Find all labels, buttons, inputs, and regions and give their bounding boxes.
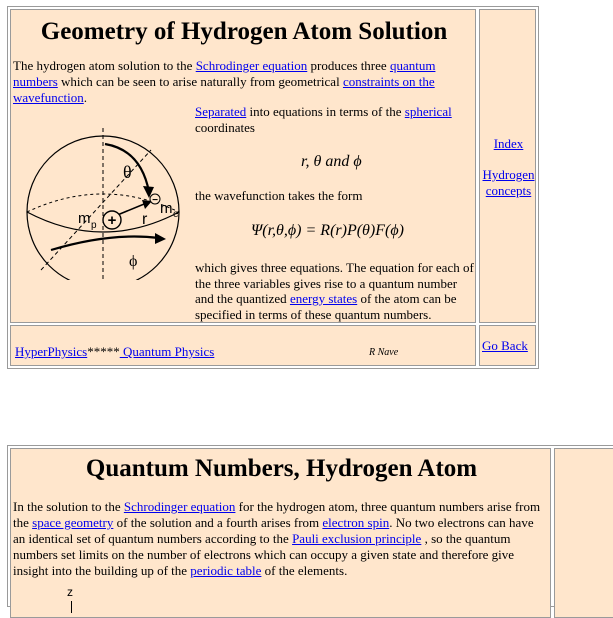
constraints-link[interactable]: constraints on the wavefunction	[13, 74, 435, 105]
spherical-coordinates-diagram	[21, 120, 191, 280]
index-container	[480, 136, 537, 152]
theta-label: θ	[123, 162, 132, 182]
me-label: m	[160, 200, 173, 217]
separated-link[interactable]: Separated	[195, 104, 247, 119]
hydrogen-concepts-container	[480, 167, 537, 199]
z-axis-line	[71, 601, 72, 613]
hyperphysics-link[interactable]: HyperPhysics	[15, 344, 88, 359]
diagonal-axis	[41, 150, 151, 270]
schrodinger-equation-link-2[interactable]: Schrodinger equation	[123, 499, 236, 514]
three-equations-paragraph	[195, 260, 477, 322]
qn-text-1: In the solution to the	[13, 499, 124, 514]
separated-text-2: coordinates	[195, 120, 255, 135]
periodic-table-link[interactable]: periodic table	[190, 563, 262, 578]
wavefunction-equation: Ψ(r,θ,ϕ) = R(r)P(θ)F(ϕ)	[251, 222, 404, 239]
intro-text-4: .	[83, 90, 88, 105]
intro-paragraph	[13, 58, 473, 106]
qn-text-6: of the elements.	[261, 563, 348, 578]
intro-text-1: The hydrogen atom solution to the	[13, 58, 196, 73]
footer-links	[15, 344, 214, 360]
go-back-cell	[479, 325, 536, 366]
phi-arrowhead	[155, 233, 166, 244]
phi-label: ϕ	[129, 253, 138, 270]
quantum-numbers-paragraph	[13, 499, 549, 579]
qn-text-3: of the solution and a fourth arises from	[113, 515, 323, 530]
spherical-link[interactable]: spherical	[404, 104, 452, 119]
schrodinger-equation-link[interactable]: Schrodinger equation	[195, 58, 308, 73]
geometry-table	[7, 6, 539, 369]
hydrogen-concepts-link[interactable]	[483, 167, 535, 198]
quantum-numbers-link[interactable]: quantum numbers	[13, 58, 436, 89]
electron-spin-link[interactable]: electron spin	[322, 515, 390, 530]
gives-text-1: which gives three equations. The equation for each of the three variables gives rise to a quantum number and the quantized	[195, 260, 474, 306]
z-axis-label: z	[67, 585, 73, 599]
qn-text-4: . No two electrons can have an identical set of quantum numbers according to the	[13, 515, 534, 546]
mp-label: m	[78, 210, 91, 227]
electron-minus: −	[152, 195, 158, 206]
side-nav-cell	[479, 9, 536, 323]
intro-text-2: produces three	[307, 58, 390, 73]
qn-text-5: , so the quantum numbers set limits on the number of electrons which can occupy a given state and therefore give insight into the building up of the	[13, 531, 515, 578]
quantum-numbers-main-cell	[10, 448, 551, 618]
gives-text-2: of the atom can be specified in terms of these quantum numbers.	[195, 291, 457, 322]
phi-arc	[51, 237, 159, 251]
section-title: Quantum Numbers, Hydrogen Atom	[85, 455, 478, 482]
qn-text-2: for the hydrogen atom, three quantum numbers arise from the	[13, 499, 541, 530]
quantum-physics-link[interactable]: Quantum Physics	[119, 344, 215, 359]
r-label: r	[142, 211, 148, 228]
energy-states-link[interactable]: energy states	[289, 291, 358, 306]
geometry-main-cell	[10, 9, 476, 323]
author-credit: R Nave	[369, 347, 399, 358]
hydrogen-text: Hydrogen	[482, 167, 535, 182]
me-subscript: e	[173, 209, 179, 220]
pauli-exclusion-link[interactable]: Pauli exclusion principle	[292, 531, 422, 546]
proton-plus: +	[107, 212, 117, 229]
stars-link[interactable]: *****	[87, 344, 120, 359]
page-title: Geometry of Hydrogen Atom Solution	[40, 18, 448, 45]
mp-subscript: p	[91, 220, 97, 231]
coordinates-text: r, θ and ϕ	[301, 153, 362, 170]
wavefunction-text: the wavefunction takes the form	[195, 188, 363, 203]
separated-paragraph	[195, 104, 475, 136]
intro-text-3: which can be seen to arise naturally from geometrical	[57, 74, 343, 89]
quantum-numbers-side-cell	[554, 448, 613, 618]
concepts-text: concepts	[485, 183, 532, 198]
index-link[interactable]: Index	[493, 136, 524, 151]
space-geometry-link[interactable]: space geometry	[32, 515, 114, 530]
footer-cell	[10, 325, 476, 366]
go-back-link[interactable]: Go Back	[482, 338, 528, 353]
separated-text-1: into equations in terms of the	[246, 104, 405, 119]
quantum-numbers-table	[7, 445, 613, 607]
